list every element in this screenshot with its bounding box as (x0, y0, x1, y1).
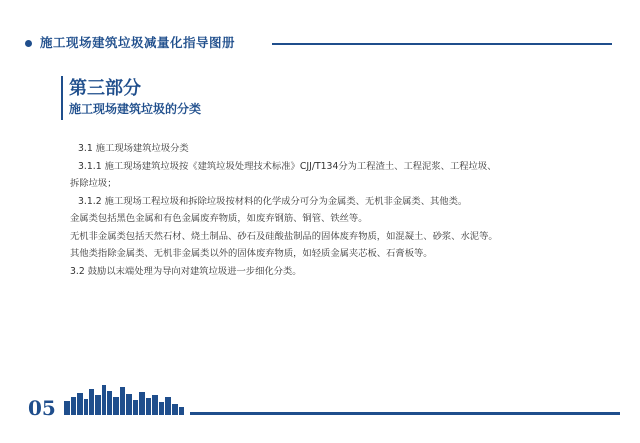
paragraph-3-1-1-cont: 拆除垃圾； (70, 178, 117, 189)
paragraph-3-1-1: 3.1.1 施工现场建筑垃圾按《建筑垃圾处理技术标准》CJJ/T134分为工程渣土、工程泥浆、工程垃圾、 (78, 160, 497, 172)
body-content (70, 140, 590, 280)
header-divider (272, 43, 612, 45)
paragraph-3-2: 3.2 鼓励以末端处理为导向对建筑垃圾进一步细化分类。 (70, 265, 302, 277)
paragraph-3-1: 3.1 施工现场建筑垃圾分类 (78, 143, 189, 154)
city-skyline-icon (64, 385, 184, 415)
section-number: 第三部分 (69, 78, 141, 99)
paragraph-3-1-2: 3.1.2 施工现场工程垃圾和拆除垃圾按材料的化学成分可分为金属类、无机非金属类、其他类。 (78, 195, 468, 207)
bullet-dot-icon (25, 40, 32, 47)
footer-divider (190, 412, 620, 415)
paragraph-other: 其他类指除金属类、无机非金属类以外的固体废弃物质，如轻质金属夹芯板、石膏板等。 (70, 248, 433, 259)
section-subtitle: 施工现场建筑垃圾的分类 (69, 102, 202, 116)
paragraph-nonmetal: 无机非金属类包括天然石材、烧土制品、砂石及硅酸盐制品的固体废弃物质，如混凝土、砂浆、水泥等。 (70, 230, 498, 242)
section-heading (61, 76, 303, 120)
header-title: 施工现场建筑垃圾减量化指导图册 (40, 35, 236, 50)
paragraph-metal: 金属类包括黑色金属和有色金属废弃物质，如废弃钢筋、铜管、铁丝等。 (70, 213, 368, 224)
page-number: 05 (28, 396, 56, 420)
